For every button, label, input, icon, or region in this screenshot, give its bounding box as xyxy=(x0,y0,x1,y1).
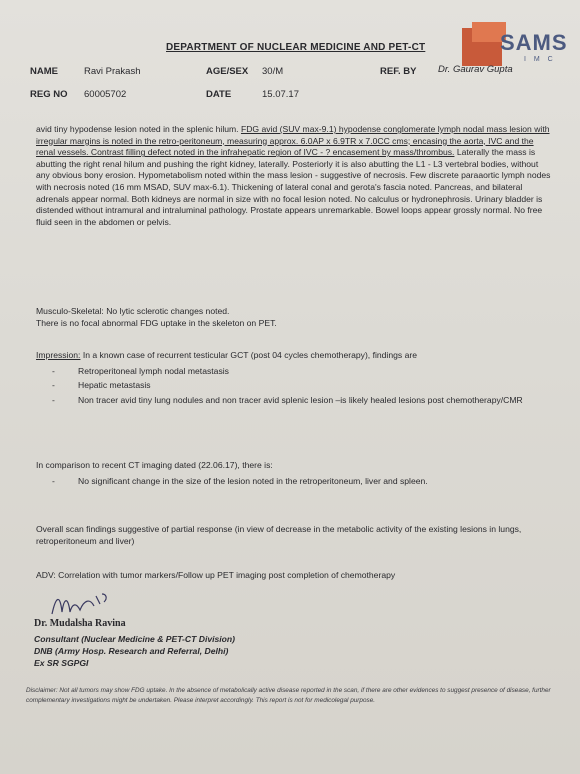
overall-summary: Overall scan findings suggestive of partial response (in view of decrease in the metabolic activity of the existing lesions in lungs, retroperitoneum and liver) xyxy=(36,524,522,546)
reg-value: 60005702 xyxy=(84,89,127,100)
logo-subtitle: I M C xyxy=(524,56,556,63)
doctor-name: Dr. Mudalsha Ravina xyxy=(34,618,126,629)
comparison-intro: In comparison to recent CT imaging dated (22.06.17), there is: xyxy=(36,460,273,470)
age-value: 30/M xyxy=(262,66,284,77)
findings-paragraph xyxy=(36,124,552,228)
ref-value: Dr. Gaurav Gupta xyxy=(438,64,513,75)
findings-part-a: avid tiny hypodense lesion noted in the splenic hilum. xyxy=(36,124,239,134)
doctor-ex: Ex SR SGPGI xyxy=(34,658,89,668)
findings-part-b: FDG avid (SUV max-9.1) hypodense conglomerate lymph nodal mass lesion with irregular margins is noted in the retro-peritoneum, measuring approx. 6.0AP x 6.9TR x 7.0CC cms; encasing the aorta, IVC and the renal vessels. Contrast filling defect noted in the infrahepatic region of IVC - ? encasement by mass/thrombus. xyxy=(36,124,550,158)
impression-intro: In a known case of recurrent testicular GCT (post 04 cycles chemotherapy), findings are xyxy=(82,350,418,360)
impression-label: Impression: xyxy=(36,350,81,360)
comparison-section xyxy=(36,460,552,487)
name-value: Ravi Prakash xyxy=(84,66,141,77)
age-label: AGE/SEX xyxy=(206,66,249,77)
impression-item: - Non tracer avid tiny lung nodules and non tracer avid splenic lesion –is likely healed lesions post chemotherapy/CMR xyxy=(36,395,552,407)
disclaimer: Disclaimer: Not all tumors may show FDG uptake. In the absence of metabolically active disease reported in the scan, if there are other evidences to suggest presence of disease, further complementary investigations might be undertaken. Please interpret accordingly. This report is not for medicolegal purpose. xyxy=(26,687,551,704)
doctor-title: Consultant (Nuclear Medicine & PET-CT Division) xyxy=(34,634,236,644)
reg-label: REG NO xyxy=(30,89,68,100)
advice-line: ADV: Correlation with tumor markers/Follow up PET imaging post completion of chemotherapy xyxy=(36,570,396,580)
impression-section xyxy=(36,350,552,406)
name-label: NAME xyxy=(30,66,58,77)
musculo-section xyxy=(36,306,552,329)
musculo-line-2: There is no focal abnormal FDG uptake in the skeleton on PET. xyxy=(36,317,277,328)
doctor-dnb: DNB (Army Hosp. Research and Referral, Delhi) xyxy=(34,646,229,656)
signature-scrawl-icon xyxy=(50,590,120,620)
department-title: DEPARTMENT OF NUCLEAR MEDICINE AND PET-CT xyxy=(166,42,426,53)
comparison-item: - No significant change in the size of the lesion noted in the retroperitoneum, liver and spleen. xyxy=(36,476,552,488)
musculo-line-1: Musculo-Skeletal: No lytic sclerotic changes noted. xyxy=(36,306,230,316)
ref-label: REF. BY xyxy=(380,66,417,77)
date-label: DATE xyxy=(206,89,232,100)
findings-part-c: Laterally the mass is abutting the right renal hilum and pushing the right kidney, laterally. Posteriorly it is also abutting the L1 - L3 vertebral bodies, without any obvious bony erosion. Hypometabolism noted within the mass lesion - suggestive of necrosis. Few discrete paraaortic lymph nodes with necrosis noted (16 mm MSAD, SUV max-6.1). Thickening of lateral conal and gerota's fascia noted. Pancreas, and bilateral adrenals appear normal. Both kidneys are normal in size with no focal lesion noted. No calculus or hydronephrosis. Urinary bladder is distended without intramural and intraluminal pathology. Prostate appears unremarkable. Bowel loops appear grossly normal. No free fluid seen in the abdomen or pelvis. xyxy=(36,147,551,227)
date-value: 15.07.17 xyxy=(262,89,299,100)
logo-brand: SAMS xyxy=(500,30,568,55)
impression-item: - Hepatic metastasis xyxy=(36,380,552,392)
impression-item: - Retroperitoneal lymph nodal metastasis xyxy=(36,366,552,378)
